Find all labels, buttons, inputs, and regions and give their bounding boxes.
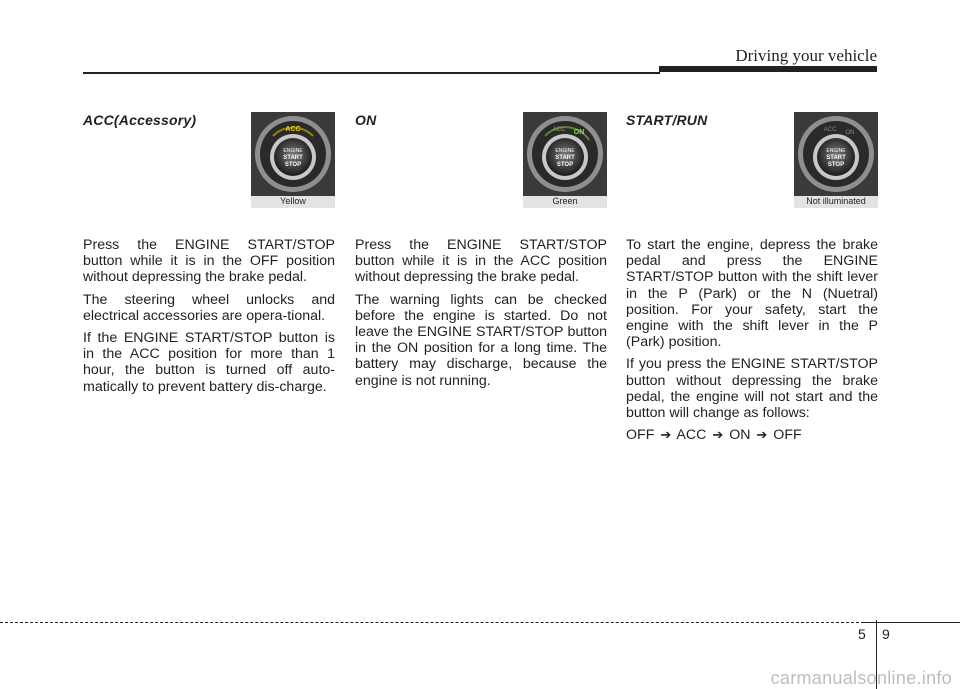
ring-label-acc: ACC (552, 127, 566, 133)
figure-start-run (794, 112, 878, 208)
column-start-run (626, 108, 878, 444)
button-text-engine: ENGINE (555, 148, 575, 154)
button-text-engine: ENGINE (826, 148, 846, 154)
state-off: OFF (773, 427, 802, 444)
paragraph: The steering wheel unlocks and electrical accessories are opera-tional. (83, 291, 335, 324)
column-body (626, 237, 878, 449)
column-heading: ON (355, 112, 377, 128)
header-rule-thick (659, 66, 877, 72)
button-text-engine: ENGINE (283, 148, 303, 154)
state-acc: ACC (676, 427, 707, 444)
paragraph: If the ENGINE START/STOP button is in the ACC position for more than 1 hour, the button is turned off auto-matically to prevent battery dis-charge. (83, 330, 335, 395)
footer-rule-solid (864, 622, 960, 623)
chapter-number: 5 (858, 626, 866, 642)
start-button-image (523, 112, 607, 196)
state-on: ON (729, 427, 751, 444)
paragraph: The warning lights can be checked before the engine is started. Do not leave the ENGINE START/STOP button in the ON position for a long time. The battery may discharge, because the engine is not running. (355, 291, 607, 389)
button-text-stop: STOP (827, 162, 845, 168)
figure-caption: Yellow (251, 195, 335, 208)
ring-label-on: ON (845, 130, 855, 136)
paragraph: Press the ENGINE START/STOP button while it is in the OFF position without depressing the brake pedal. (83, 237, 335, 286)
button-text-start: START (826, 155, 846, 161)
column-body (355, 237, 607, 395)
button-text-start: START (283, 155, 303, 161)
arrow-right-icon: ➔ (712, 427, 724, 443)
paragraph: To start the engine, depress the brake pedal and press the ENGINE START/STOP button with the shift lever in the P (Park) or the N (Nuetral) position. For your safety, start the engine with the shift lever in the P (Park) position. (626, 237, 878, 351)
figure-caption: Not illuminated (794, 195, 878, 208)
footer-rule (0, 622, 864, 623)
page-number: 9 (882, 626, 890, 642)
state-off: OFF (626, 427, 655, 444)
header-rule-thin (83, 72, 660, 74)
column-body (83, 237, 335, 401)
column-heading: ACC(Accessory) (83, 112, 197, 128)
button-text-stop: STOP (556, 162, 574, 168)
ring-label-acc: ACC (285, 126, 301, 133)
ring-label-on: ON (573, 129, 585, 136)
column-heading: START/RUN (626, 112, 708, 128)
section-title: Driving your vehicle (735, 46, 877, 65)
arrow-right-icon: ➔ (660, 427, 672, 443)
ring-label-acc: ACC (823, 127, 837, 133)
figure-on (523, 112, 607, 208)
paragraph: If you press the ENGINE START/STOP button without depressing the brake pedal, the engine will not start and the button will change as follows: (626, 356, 878, 422)
column-acc (83, 108, 335, 395)
arrow-right-icon: ➔ (756, 427, 768, 443)
start-button-image (251, 112, 335, 196)
paragraph: Press the ENGINE START/STOP button while it is in the ACC position without depressing the brake pedal. (355, 237, 607, 286)
button-text-start: START (555, 155, 575, 161)
start-button-image (794, 112, 878, 196)
column-on (355, 108, 607, 389)
watermark: carmanualsonline.info (770, 668, 952, 688)
state-sequence (626, 427, 878, 443)
figure-acc (251, 112, 335, 208)
figure-caption: Green (523, 195, 607, 208)
button-text-stop: STOP (284, 162, 302, 168)
